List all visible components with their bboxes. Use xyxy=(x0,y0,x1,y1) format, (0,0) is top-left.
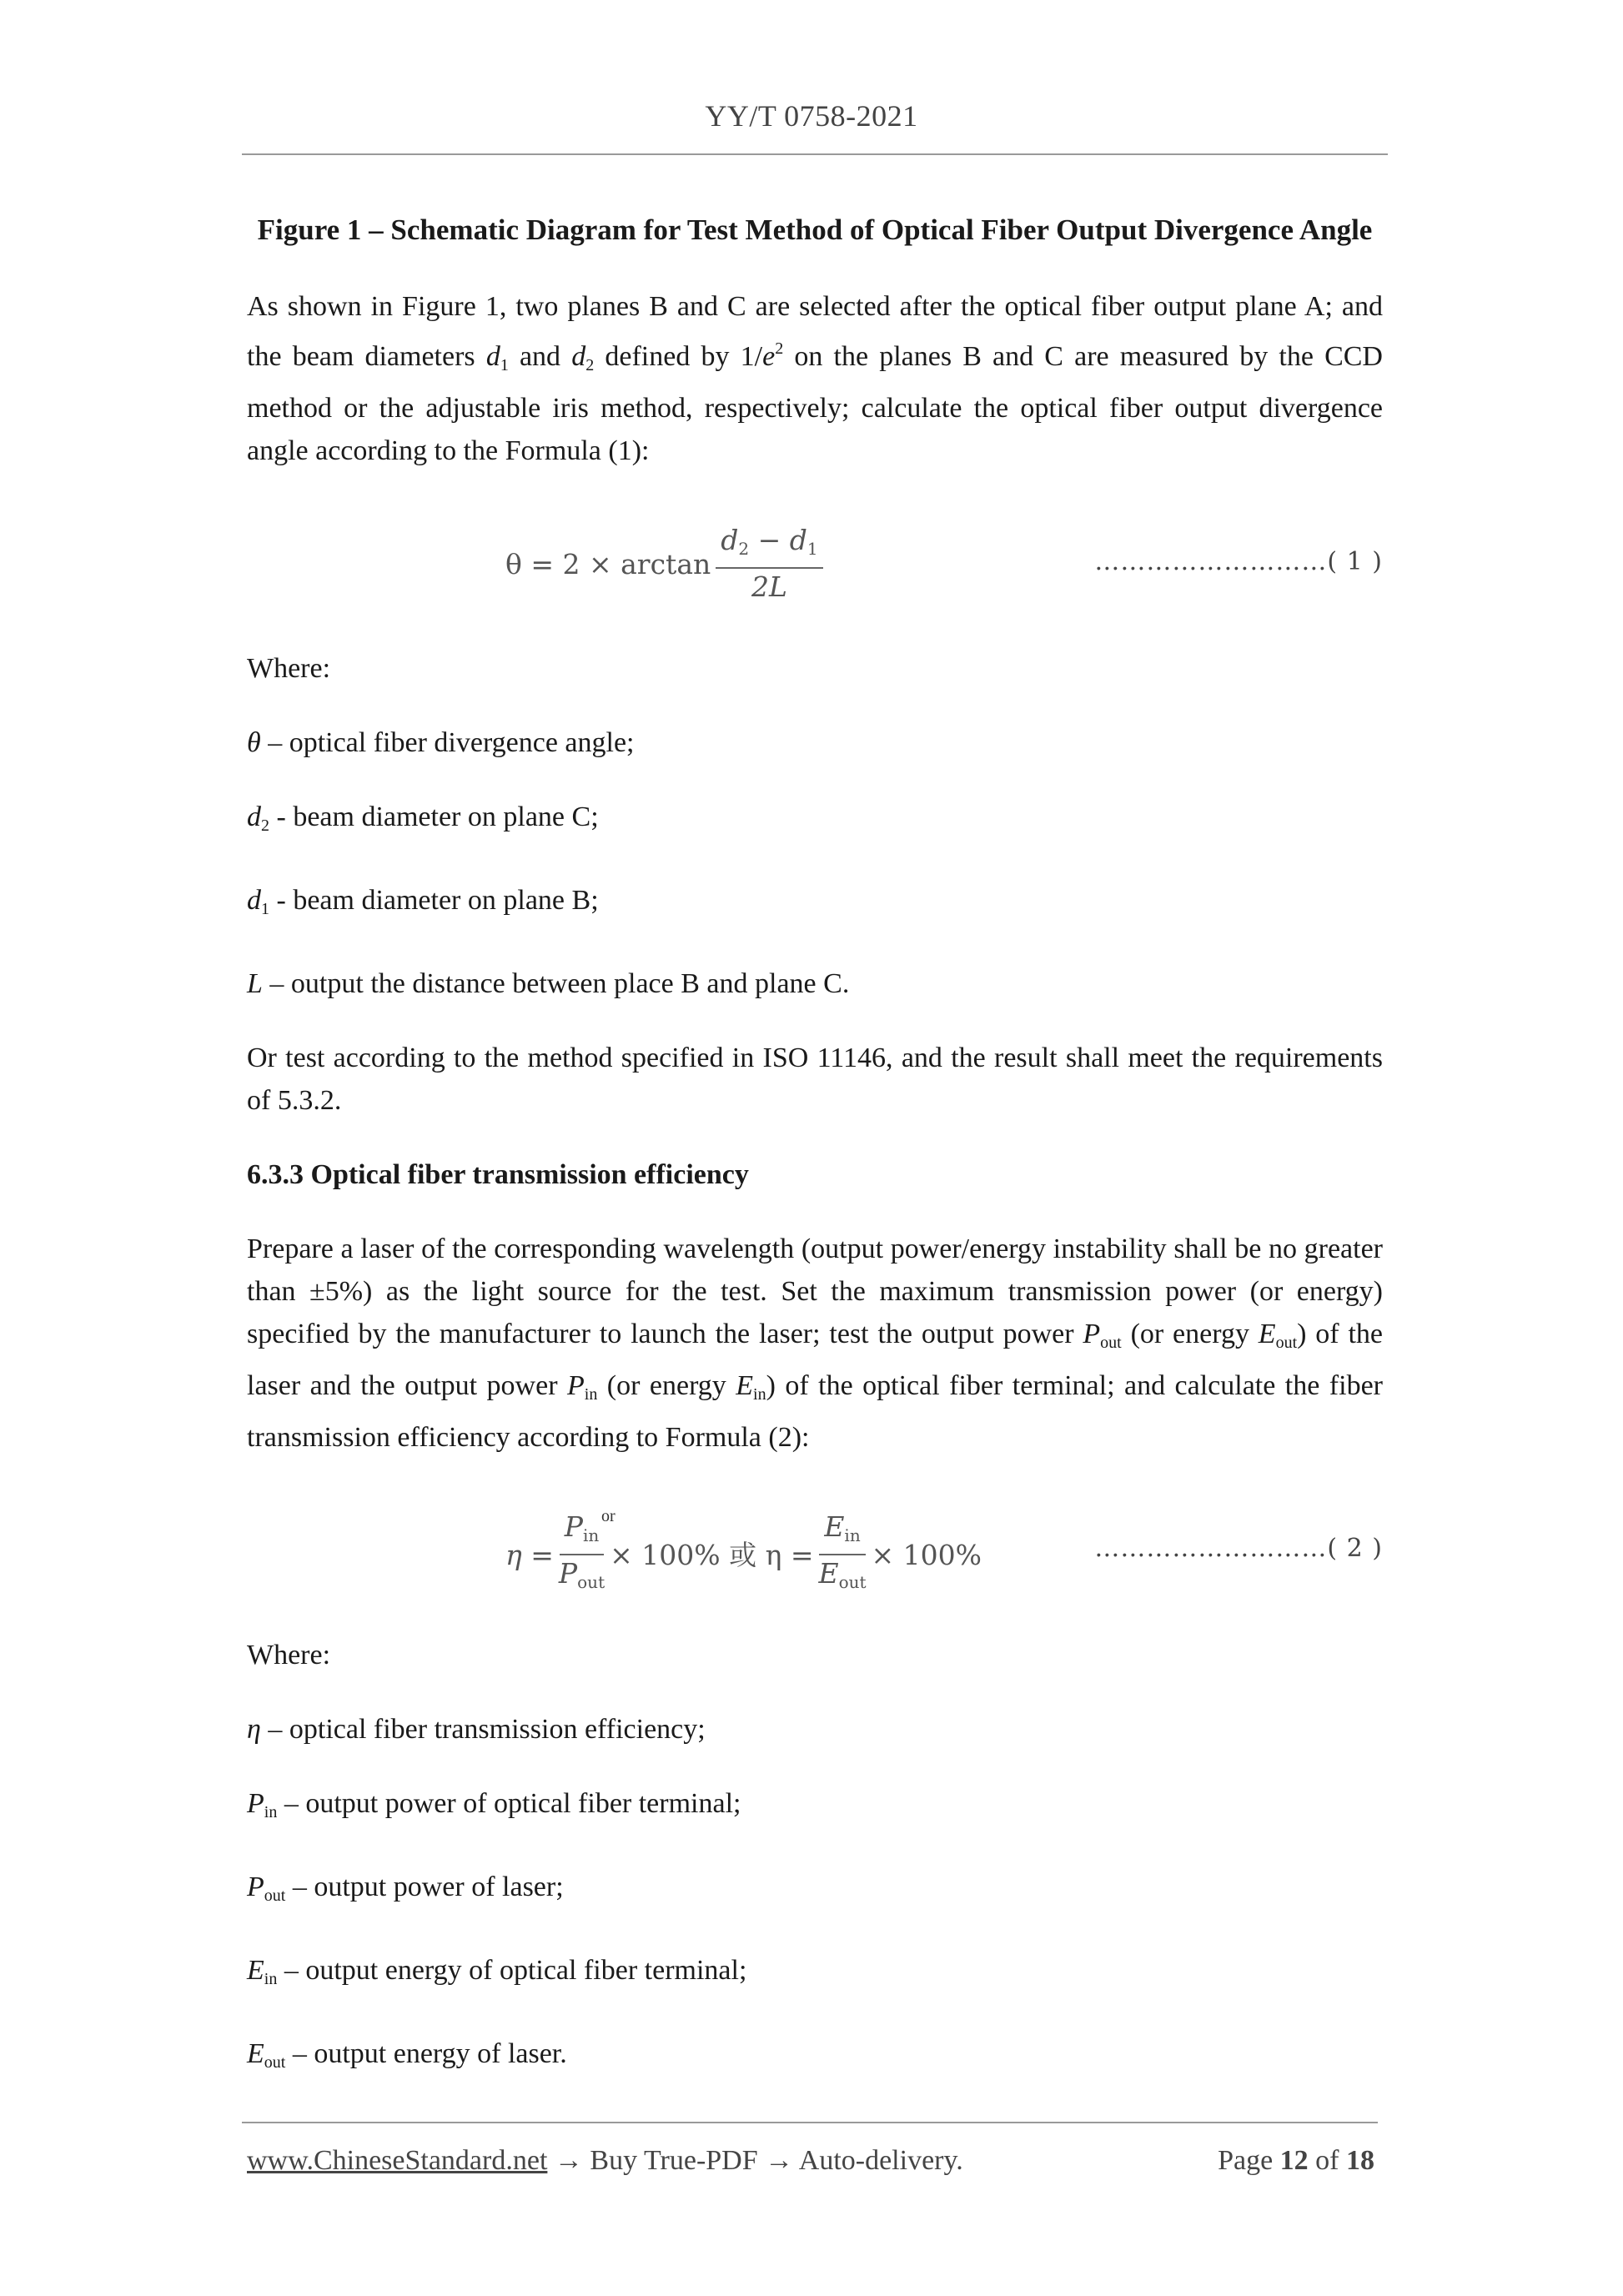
definition-subscript: out xyxy=(264,2053,286,2072)
symbol-e: E xyxy=(1258,1319,1276,1349)
definition-text: – output power of laser; xyxy=(285,1871,564,1902)
definition-symbol: P xyxy=(247,1871,264,1902)
formula-2-expression xyxy=(505,1509,982,1600)
definition-item xyxy=(247,1708,1383,1751)
definition-item xyxy=(247,796,1383,847)
symbol: E xyxy=(824,1510,845,1543)
subscript: out xyxy=(577,1572,605,1592)
formula-1-fraction xyxy=(716,522,822,605)
definition-symbol: θ xyxy=(247,727,261,758)
definition-item xyxy=(247,721,1383,764)
symbol: d xyxy=(789,524,807,556)
definition-text: – output the distance between place B and plane C. xyxy=(262,968,850,999)
symbol: P xyxy=(564,1510,583,1543)
definition-subscript: in xyxy=(264,1803,278,1821)
definition-text: – output energy of optical fiber terminal; xyxy=(277,1955,747,1986)
footer-promo xyxy=(247,2145,963,2177)
paragraph-iso: Or test according to the method specified in ISO 11146, and the result shall meet the requirements of 5.3.2. xyxy=(247,1042,1383,1116)
numerator xyxy=(560,1509,605,1555)
subscript: 1 xyxy=(500,356,509,374)
website-link[interactable]: www.ChineseStandard.net xyxy=(247,2145,548,2176)
paragraph-transmission xyxy=(247,1228,1383,1459)
text-run: (or energy xyxy=(1121,1319,1259,1349)
page-number xyxy=(1218,2145,1374,2177)
formula-1-lhs: θ = 2 × arctan xyxy=(505,547,711,580)
formula-2-middle: × 100% 或 η = xyxy=(610,1538,814,1571)
definition-item xyxy=(247,962,1383,1005)
operator: − xyxy=(749,524,790,556)
text-run: ) of the laser and the output power xyxy=(247,1319,1383,1401)
symbol-d1: d xyxy=(485,341,500,372)
definition-text: – optical fiber divergence angle; xyxy=(260,727,635,758)
definitions-list-2 xyxy=(247,1708,1383,2084)
symbol: E xyxy=(818,1557,839,1590)
denominator xyxy=(818,1555,866,1600)
text-run: As shown in Figure 1, two planes B and C are selected after the optical fiber output plane A; and the beam diameters xyxy=(247,291,1383,372)
subscript: 2 xyxy=(738,539,750,559)
definition-symbol: E xyxy=(247,2038,264,2069)
formula-2-number: ………………………( 2 ) xyxy=(1094,1534,1383,1563)
section-heading: 6.3.3 Optical fiber transmission efficiency xyxy=(247,1159,749,1190)
text-run: Prepare a laser of the corresponding wavelength (output power/energy instability shall be no greater than ±5%) as the light source for the test. Set the maximum transmission power (or energy) specified by the manufacturer to launch the laser; test the output power xyxy=(247,1233,1383,1349)
definition-item xyxy=(247,1949,1383,2001)
symbol: P xyxy=(558,1557,578,1590)
definition-symbol: E xyxy=(247,1955,264,1986)
definition-text: – output energy of laser. xyxy=(285,2038,567,2069)
subscript: 1 xyxy=(806,539,818,559)
denominator xyxy=(559,1555,605,1600)
figure-title: Figure 1 – Schematic Diagram for Test Method of Optical Fiber Output Divergence Angle xyxy=(257,214,1373,246)
text-run: and xyxy=(508,341,572,372)
footer-promo-text: → Buy True-PDF → Auto-delivery. xyxy=(547,2145,963,2176)
definition-item xyxy=(247,2032,1383,2084)
formula-2-fraction-energy xyxy=(818,1509,866,1600)
subscript: in xyxy=(584,1385,598,1404)
definition-text: - beam diameter on plane C; xyxy=(269,801,599,832)
symbol-e: E xyxy=(736,1370,754,1401)
text-run: defined by 1/ xyxy=(594,341,763,372)
paragraph-divergence-intro xyxy=(247,285,1383,472)
subscript: in xyxy=(844,1525,861,1545)
where-label-1: Where: xyxy=(247,653,331,684)
superscript: 2 xyxy=(775,339,784,358)
text-run: ) of the optical fiber terminal; and calculate the fiber transmission efficiency according to Formula (2): xyxy=(247,1370,1383,1453)
page-current: 12 xyxy=(1279,2145,1309,2176)
definitions-list-1 xyxy=(247,721,1383,1005)
page-of-label: of xyxy=(1308,2145,1346,2176)
definition-text: – output power of optical fiber terminal; xyxy=(277,1788,741,1819)
symbol-e: e xyxy=(762,341,776,372)
subscript: out xyxy=(838,1572,867,1592)
formula-2-tail: × 100% xyxy=(871,1538,982,1571)
formula-2 xyxy=(247,1500,1383,1600)
definition-subscript: out xyxy=(264,1887,286,1905)
definition-subscript: in xyxy=(264,1970,278,1988)
definition-subscript: 2 xyxy=(261,816,269,835)
numerator xyxy=(819,1509,865,1555)
page-total: 18 xyxy=(1346,2145,1374,2176)
text-run: on the planes B and C are measured by the CCD method or the adjustable iris method, respectively; calculate the optical fiber output divergence angle according to the Formula (1): xyxy=(247,341,1383,466)
formula-1-number: ………………………( 1 ) xyxy=(1094,547,1383,576)
formula-1-denominator: 2L xyxy=(751,570,787,603)
text-run: (or energy xyxy=(597,1370,736,1401)
definition-symbol: L xyxy=(247,968,263,999)
symbol-p: P xyxy=(1083,1319,1101,1349)
definition-symbol: P xyxy=(247,1788,264,1819)
page-label: Page xyxy=(1218,2145,1280,2176)
symbol-p: P xyxy=(566,1370,585,1401)
subscript: out xyxy=(1100,1334,1122,1352)
definition-text: - beam diameter on plane B; xyxy=(269,885,599,916)
definition-text: – optical fiber transmission efficiency; xyxy=(260,1714,706,1745)
formula-1 xyxy=(247,514,1383,614)
symbol: d xyxy=(721,524,739,556)
definition-subscript: 1 xyxy=(261,900,269,918)
symbol-d2: d xyxy=(571,341,586,372)
formula-1-numerator xyxy=(716,522,822,569)
definition-symbol: d xyxy=(247,801,261,832)
subscript: out xyxy=(1275,1334,1298,1352)
where-label-2: Where: xyxy=(247,1640,331,1671)
definition-item xyxy=(247,1782,1383,1834)
definition-item xyxy=(247,1866,1383,1917)
page-header: YY/T 0758-2021 xyxy=(705,99,918,133)
definition-symbol: η xyxy=(247,1714,261,1745)
subscript: in xyxy=(582,1525,600,1545)
formula-2-fraction-power xyxy=(559,1509,605,1600)
formula-1-expression xyxy=(505,522,828,605)
formula-2-lhs: η = xyxy=(505,1538,554,1571)
subscript: in xyxy=(753,1385,766,1404)
subscript: 2 xyxy=(585,356,595,374)
header-divider xyxy=(242,153,1388,155)
definition-item xyxy=(247,879,1383,931)
formula-2-or-label: or xyxy=(601,1507,616,1525)
footer-divider xyxy=(242,2122,1378,2123)
page-body xyxy=(247,208,1383,2084)
definition-symbol: d xyxy=(247,885,261,916)
